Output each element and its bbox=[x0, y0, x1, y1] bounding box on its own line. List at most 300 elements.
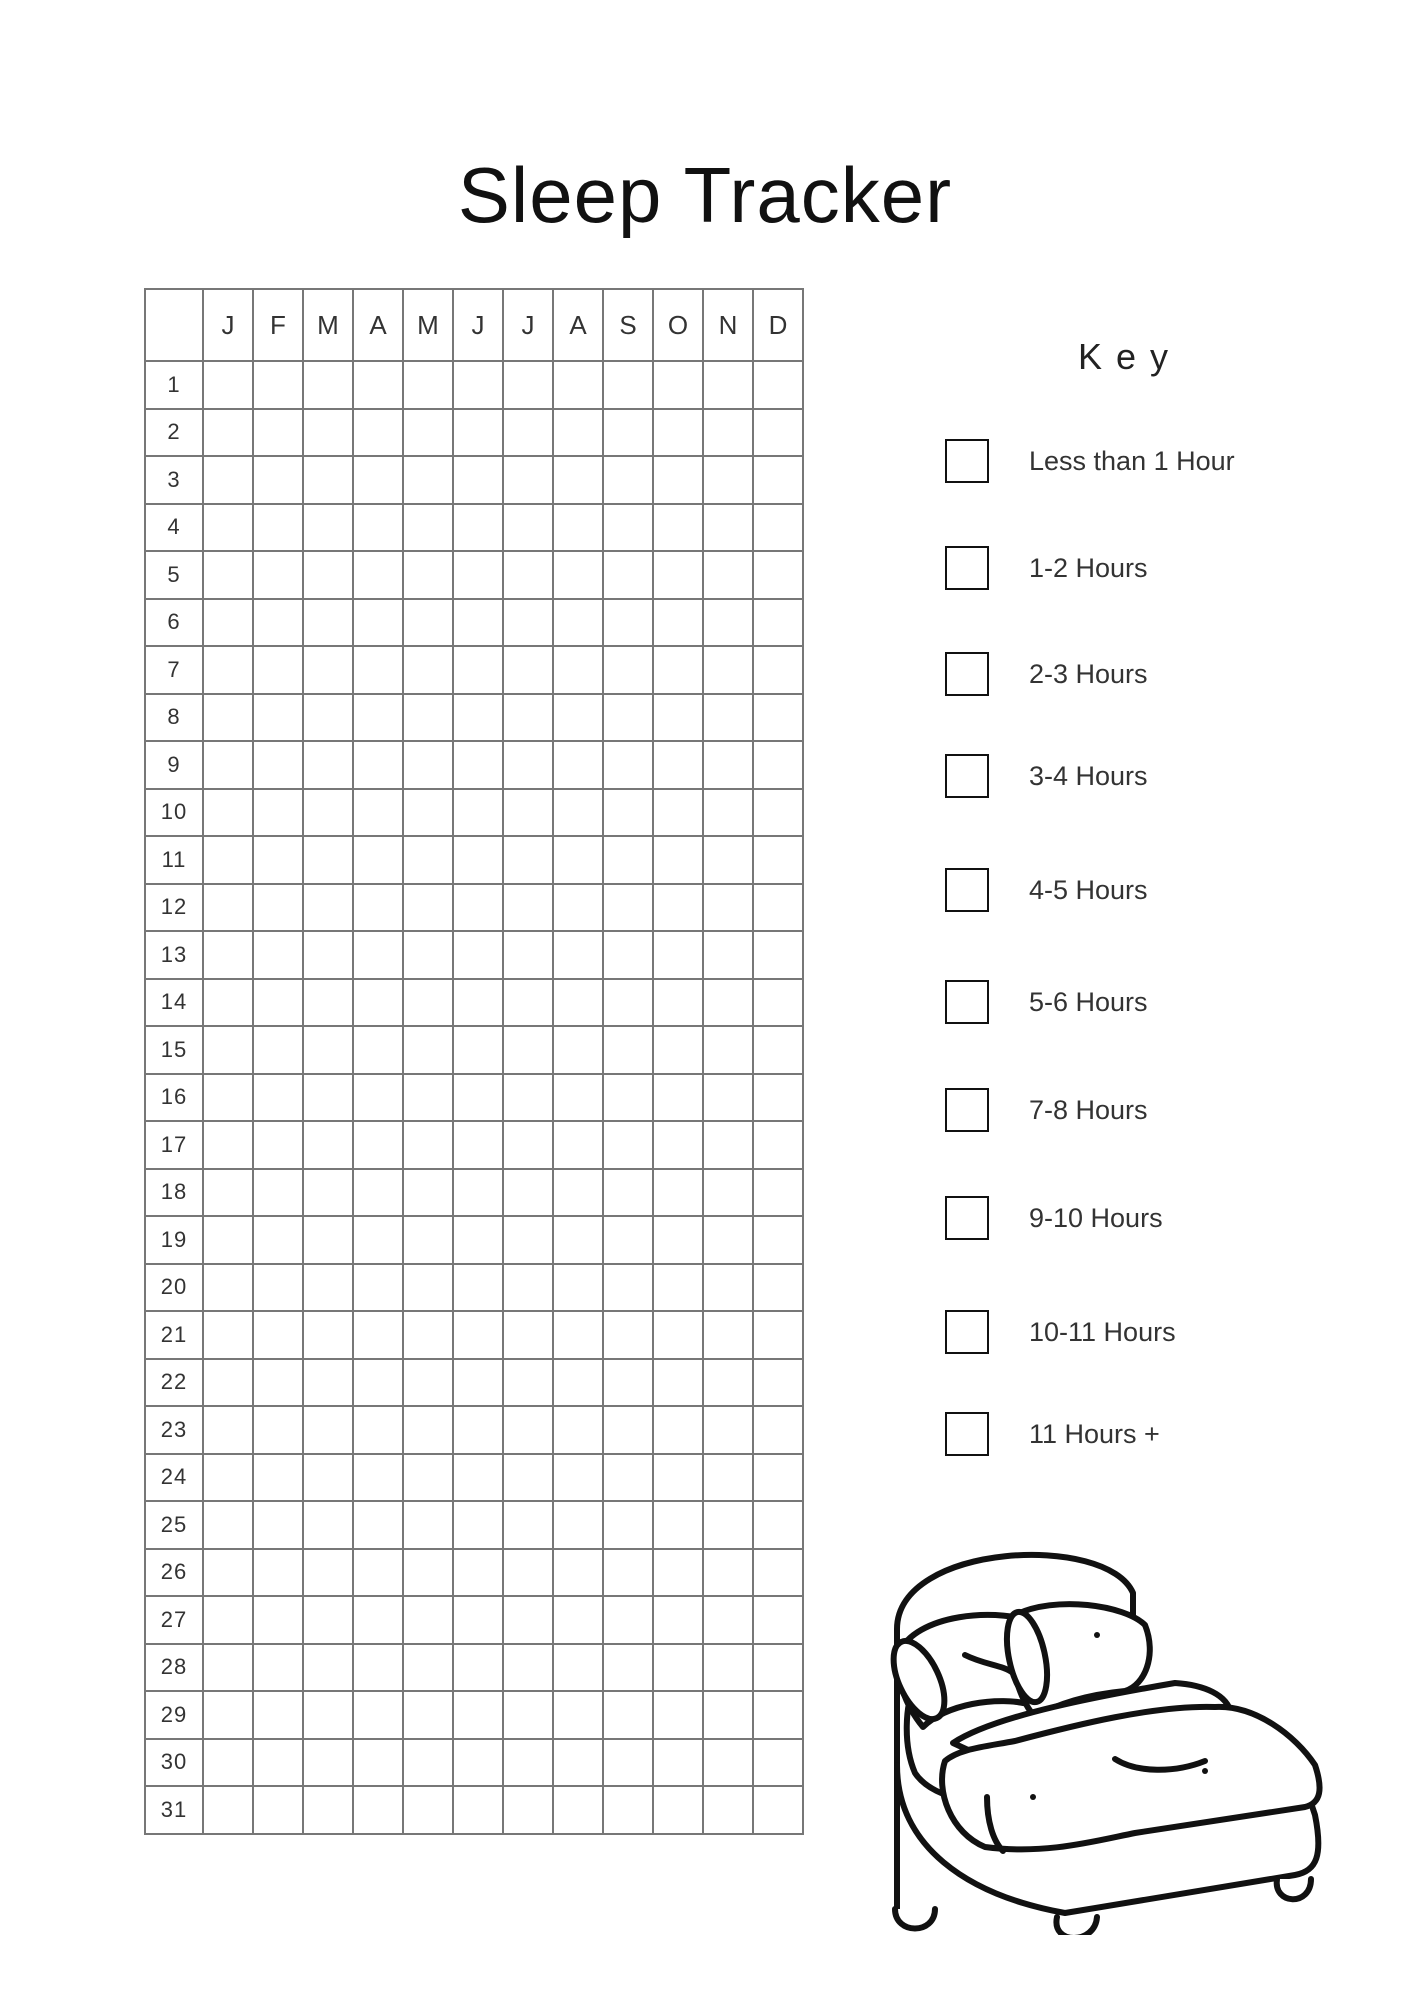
tracker-cell[interactable] bbox=[453, 931, 503, 979]
tracker-cell[interactable] bbox=[353, 1311, 403, 1359]
tracker-cell[interactable] bbox=[253, 1359, 303, 1407]
tracker-cell[interactable] bbox=[253, 884, 303, 932]
tracker-cell[interactable] bbox=[603, 1596, 653, 1644]
tracker-cell[interactable] bbox=[703, 1074, 753, 1122]
tracker-cell[interactable] bbox=[203, 1359, 253, 1407]
tracker-cell[interactable] bbox=[753, 1596, 803, 1644]
tracker-cell[interactable] bbox=[303, 789, 353, 837]
tracker-cell[interactable] bbox=[603, 646, 653, 694]
tracker-cell[interactable] bbox=[503, 1359, 553, 1407]
tracker-cell[interactable] bbox=[253, 551, 303, 599]
tracker-cell[interactable] bbox=[653, 1786, 703, 1834]
tracker-cell[interactable] bbox=[353, 931, 403, 979]
tracker-cell[interactable] bbox=[303, 456, 353, 504]
tracker-cell[interactable] bbox=[253, 1311, 303, 1359]
tracker-cell[interactable] bbox=[553, 1121, 603, 1169]
tracker-cell[interactable] bbox=[453, 1739, 503, 1787]
tracker-cell[interactable] bbox=[653, 1216, 703, 1264]
tracker-cell[interactable] bbox=[753, 1216, 803, 1264]
tracker-cell[interactable] bbox=[353, 694, 403, 742]
tracker-cell[interactable] bbox=[253, 1691, 303, 1739]
tracker-cell[interactable] bbox=[603, 1264, 653, 1312]
tracker-cell[interactable] bbox=[203, 361, 253, 409]
key-swatch[interactable] bbox=[945, 1088, 989, 1132]
tracker-cell[interactable] bbox=[653, 931, 703, 979]
tracker-cell[interactable] bbox=[203, 599, 253, 647]
tracker-cell[interactable] bbox=[453, 361, 503, 409]
tracker-cell[interactable] bbox=[203, 1454, 253, 1502]
tracker-cell[interactable] bbox=[403, 789, 453, 837]
tracker-cell[interactable] bbox=[253, 1786, 303, 1834]
tracker-cell[interactable] bbox=[753, 646, 803, 694]
tracker-cell[interactable] bbox=[703, 836, 753, 884]
tracker-cell[interactable] bbox=[303, 931, 353, 979]
tracker-cell[interactable] bbox=[553, 1311, 603, 1359]
tracker-cell[interactable] bbox=[653, 1264, 703, 1312]
tracker-cell[interactable] bbox=[253, 1026, 303, 1074]
tracker-cell[interactable] bbox=[553, 599, 603, 647]
tracker-cell[interactable] bbox=[303, 1026, 353, 1074]
tracker-cell[interactable] bbox=[253, 694, 303, 742]
tracker-cell[interactable] bbox=[203, 551, 253, 599]
tracker-cell[interactable] bbox=[353, 551, 403, 599]
tracker-cell[interactable] bbox=[753, 1264, 803, 1312]
tracker-cell[interactable] bbox=[253, 1216, 303, 1264]
tracker-cell[interactable] bbox=[403, 931, 453, 979]
tracker-cell[interactable] bbox=[403, 646, 453, 694]
tracker-cell[interactable] bbox=[703, 1406, 753, 1454]
key-swatch[interactable] bbox=[945, 1310, 989, 1354]
tracker-cell[interactable] bbox=[603, 1169, 653, 1217]
tracker-cell[interactable] bbox=[453, 1644, 503, 1692]
key-swatch[interactable] bbox=[945, 1196, 989, 1240]
tracker-cell[interactable] bbox=[703, 694, 753, 742]
tracker-cell[interactable] bbox=[403, 1596, 453, 1644]
tracker-cell[interactable] bbox=[203, 409, 253, 457]
tracker-cell[interactable] bbox=[653, 1311, 703, 1359]
tracker-cell[interactable] bbox=[453, 1026, 503, 1074]
tracker-cell[interactable] bbox=[653, 599, 703, 647]
tracker-cell[interactable] bbox=[403, 1026, 453, 1074]
tracker-cell[interactable] bbox=[553, 1501, 603, 1549]
tracker-cell[interactable] bbox=[453, 979, 503, 1027]
tracker-cell[interactable] bbox=[353, 741, 403, 789]
tracker-cell[interactable] bbox=[203, 1264, 253, 1312]
tracker-cell[interactable] bbox=[403, 1074, 453, 1122]
tracker-cell[interactable] bbox=[253, 1074, 303, 1122]
tracker-cell[interactable] bbox=[753, 694, 803, 742]
tracker-cell[interactable] bbox=[603, 979, 653, 1027]
tracker-cell[interactable] bbox=[503, 1501, 553, 1549]
tracker-cell[interactable] bbox=[303, 1264, 353, 1312]
tracker-cell[interactable] bbox=[353, 409, 403, 457]
tracker-cell[interactable] bbox=[453, 1074, 503, 1122]
tracker-cell[interactable] bbox=[753, 1074, 803, 1122]
tracker-cell[interactable] bbox=[303, 504, 353, 552]
tracker-cell[interactable] bbox=[253, 1454, 303, 1502]
tracker-cell[interactable] bbox=[503, 789, 553, 837]
tracker-cell[interactable] bbox=[403, 456, 453, 504]
tracker-cell[interactable] bbox=[353, 1739, 403, 1787]
tracker-cell[interactable] bbox=[603, 1406, 653, 1454]
tracker-cell[interactable] bbox=[203, 1501, 253, 1549]
tracker-cell[interactable] bbox=[703, 1739, 753, 1787]
tracker-cell[interactable] bbox=[603, 456, 653, 504]
tracker-cell[interactable] bbox=[553, 551, 603, 599]
tracker-cell[interactable] bbox=[453, 1311, 503, 1359]
tracker-cell[interactable] bbox=[203, 646, 253, 694]
tracker-cell[interactable] bbox=[453, 1121, 503, 1169]
tracker-cell[interactable] bbox=[753, 1406, 803, 1454]
tracker-cell[interactable] bbox=[753, 1169, 803, 1217]
tracker-cell[interactable] bbox=[203, 1121, 253, 1169]
tracker-cell[interactable] bbox=[603, 1311, 653, 1359]
tracker-cell[interactable] bbox=[503, 1549, 553, 1597]
tracker-cell[interactable] bbox=[253, 1596, 303, 1644]
tracker-cell[interactable] bbox=[753, 1454, 803, 1502]
tracker-cell[interactable] bbox=[353, 1596, 403, 1644]
tracker-cell[interactable] bbox=[253, 599, 303, 647]
tracker-cell[interactable] bbox=[753, 1691, 803, 1739]
tracker-cell[interactable] bbox=[303, 1739, 353, 1787]
tracker-cell[interactable] bbox=[353, 1264, 403, 1312]
tracker-cell[interactable] bbox=[653, 741, 703, 789]
tracker-cell[interactable] bbox=[303, 361, 353, 409]
key-swatch[interactable] bbox=[945, 546, 989, 590]
tracker-cell[interactable] bbox=[203, 1549, 253, 1597]
tracker-cell[interactable] bbox=[503, 361, 553, 409]
tracker-cell[interactable] bbox=[553, 1074, 603, 1122]
tracker-cell[interactable] bbox=[753, 789, 803, 837]
tracker-cell[interactable] bbox=[653, 1549, 703, 1597]
tracker-cell[interactable] bbox=[453, 789, 503, 837]
tracker-cell[interactable] bbox=[703, 409, 753, 457]
tracker-cell[interactable] bbox=[653, 361, 703, 409]
tracker-cell[interactable] bbox=[403, 741, 453, 789]
tracker-cell[interactable] bbox=[653, 1026, 703, 1074]
tracker-cell[interactable] bbox=[553, 1454, 603, 1502]
tracker-cell[interactable] bbox=[203, 1406, 253, 1454]
tracker-cell[interactable] bbox=[703, 1169, 753, 1217]
tracker-cell[interactable] bbox=[503, 646, 553, 694]
tracker-cell[interactable] bbox=[703, 1549, 753, 1597]
tracker-cell[interactable] bbox=[653, 1169, 703, 1217]
tracker-cell[interactable] bbox=[403, 1644, 453, 1692]
tracker-cell[interactable] bbox=[553, 1026, 603, 1074]
tracker-cell[interactable] bbox=[203, 1739, 253, 1787]
tracker-cell[interactable] bbox=[353, 1359, 403, 1407]
tracker-cell[interactable] bbox=[503, 1454, 553, 1502]
tracker-cell[interactable] bbox=[503, 1026, 553, 1074]
tracker-cell[interactable] bbox=[653, 1074, 703, 1122]
tracker-cell[interactable] bbox=[353, 1786, 403, 1834]
tracker-cell[interactable] bbox=[703, 931, 753, 979]
tracker-cell[interactable] bbox=[703, 1216, 753, 1264]
tracker-cell[interactable] bbox=[203, 1169, 253, 1217]
tracker-cell[interactable] bbox=[503, 741, 553, 789]
tracker-cell[interactable] bbox=[303, 836, 353, 884]
tracker-cell[interactable] bbox=[553, 741, 603, 789]
tracker-cell[interactable] bbox=[253, 1169, 303, 1217]
tracker-cell[interactable] bbox=[353, 1216, 403, 1264]
key-swatch[interactable] bbox=[945, 439, 989, 483]
tracker-cell[interactable] bbox=[653, 979, 703, 1027]
tracker-cell[interactable] bbox=[303, 1311, 353, 1359]
tracker-cell[interactable] bbox=[203, 741, 253, 789]
tracker-cell[interactable] bbox=[703, 1786, 753, 1834]
tracker-cell[interactable] bbox=[653, 694, 703, 742]
tracker-cell[interactable] bbox=[603, 741, 653, 789]
tracker-cell[interactable] bbox=[453, 599, 503, 647]
tracker-cell[interactable] bbox=[753, 551, 803, 599]
tracker-cell[interactable] bbox=[253, 1121, 303, 1169]
tracker-cell[interactable] bbox=[753, 741, 803, 789]
tracker-cell[interactable] bbox=[553, 694, 603, 742]
tracker-cell[interactable] bbox=[703, 884, 753, 932]
tracker-cell[interactable] bbox=[603, 504, 653, 552]
tracker-cell[interactable] bbox=[353, 1501, 403, 1549]
tracker-cell[interactable] bbox=[303, 741, 353, 789]
tracker-cell[interactable] bbox=[303, 884, 353, 932]
tracker-cell[interactable] bbox=[403, 361, 453, 409]
tracker-cell[interactable] bbox=[553, 884, 603, 932]
key-swatch[interactable] bbox=[945, 980, 989, 1024]
tracker-cell[interactable] bbox=[253, 1406, 303, 1454]
tracker-cell[interactable] bbox=[503, 931, 553, 979]
tracker-cell[interactable] bbox=[603, 1074, 653, 1122]
tracker-cell[interactable] bbox=[453, 694, 503, 742]
tracker-cell[interactable] bbox=[203, 884, 253, 932]
tracker-cell[interactable] bbox=[303, 1644, 353, 1692]
tracker-cell[interactable] bbox=[553, 361, 603, 409]
tracker-cell[interactable] bbox=[503, 1739, 553, 1787]
tracker-cell[interactable] bbox=[453, 884, 503, 932]
tracker-cell[interactable] bbox=[453, 646, 503, 694]
tracker-cell[interactable] bbox=[703, 1454, 753, 1502]
tracker-cell[interactable] bbox=[503, 884, 553, 932]
tracker-cell[interactable] bbox=[603, 599, 653, 647]
tracker-cell[interactable] bbox=[503, 979, 553, 1027]
tracker-cell[interactable] bbox=[453, 1596, 503, 1644]
tracker-cell[interactable] bbox=[453, 1264, 503, 1312]
tracker-cell[interactable] bbox=[553, 1644, 603, 1692]
tracker-cell[interactable] bbox=[503, 1596, 553, 1644]
tracker-cell[interactable] bbox=[253, 836, 303, 884]
tracker-cell[interactable] bbox=[603, 551, 653, 599]
tracker-cell[interactable] bbox=[303, 1359, 353, 1407]
tracker-cell[interactable] bbox=[303, 1691, 353, 1739]
tracker-cell[interactable] bbox=[653, 1644, 703, 1692]
tracker-cell[interactable] bbox=[303, 1074, 353, 1122]
tracker-cell[interactable] bbox=[503, 1311, 553, 1359]
tracker-cell[interactable] bbox=[253, 504, 303, 552]
tracker-cell[interactable] bbox=[653, 504, 703, 552]
tracker-cell[interactable] bbox=[203, 1216, 253, 1264]
tracker-cell[interactable] bbox=[553, 504, 603, 552]
tracker-cell[interactable] bbox=[603, 1739, 653, 1787]
tracker-cell[interactable] bbox=[603, 1216, 653, 1264]
tracker-cell[interactable] bbox=[703, 1644, 753, 1692]
tracker-cell[interactable] bbox=[303, 694, 353, 742]
tracker-cell[interactable] bbox=[653, 646, 703, 694]
tracker-cell[interactable] bbox=[553, 1739, 603, 1787]
tracker-cell[interactable] bbox=[703, 741, 753, 789]
tracker-cell[interactable] bbox=[453, 836, 503, 884]
tracker-cell[interactable] bbox=[753, 884, 803, 932]
tracker-cell[interactable] bbox=[253, 741, 303, 789]
tracker-cell[interactable] bbox=[703, 1691, 753, 1739]
tracker-cell[interactable] bbox=[653, 1359, 703, 1407]
tracker-cell[interactable] bbox=[553, 1359, 603, 1407]
tracker-cell[interactable] bbox=[353, 1026, 403, 1074]
tracker-cell[interactable] bbox=[753, 409, 803, 457]
tracker-cell[interactable] bbox=[703, 361, 753, 409]
tracker-cell[interactable] bbox=[753, 504, 803, 552]
tracker-cell[interactable] bbox=[203, 979, 253, 1027]
tracker-cell[interactable] bbox=[453, 1216, 503, 1264]
tracker-cell[interactable] bbox=[503, 456, 553, 504]
tracker-cell[interactable] bbox=[553, 789, 603, 837]
tracker-cell[interactable] bbox=[353, 1691, 403, 1739]
tracker-cell[interactable] bbox=[603, 836, 653, 884]
tracker-cell[interactable] bbox=[703, 789, 753, 837]
tracker-cell[interactable] bbox=[753, 1026, 803, 1074]
tracker-cell[interactable] bbox=[453, 1501, 503, 1549]
tracker-cell[interactable] bbox=[753, 931, 803, 979]
tracker-cell[interactable] bbox=[703, 1311, 753, 1359]
tracker-cell[interactable] bbox=[253, 979, 303, 1027]
tracker-cell[interactable] bbox=[553, 979, 603, 1027]
tracker-cell[interactable] bbox=[353, 1644, 403, 1692]
tracker-cell[interactable] bbox=[503, 599, 553, 647]
tracker-cell[interactable] bbox=[203, 1691, 253, 1739]
tracker-cell[interactable] bbox=[653, 456, 703, 504]
tracker-cell[interactable] bbox=[603, 1026, 653, 1074]
tracker-cell[interactable] bbox=[403, 979, 453, 1027]
tracker-cell[interactable] bbox=[453, 1169, 503, 1217]
tracker-cell[interactable] bbox=[503, 551, 553, 599]
tracker-cell[interactable] bbox=[753, 1786, 803, 1834]
tracker-cell[interactable] bbox=[653, 551, 703, 599]
tracker-cell[interactable] bbox=[253, 1264, 303, 1312]
tracker-cell[interactable] bbox=[353, 456, 403, 504]
tracker-cell[interactable] bbox=[303, 1121, 353, 1169]
tracker-cell[interactable] bbox=[353, 361, 403, 409]
tracker-cell[interactable] bbox=[703, 1264, 753, 1312]
tracker-cell[interactable] bbox=[703, 551, 753, 599]
tracker-cell[interactable] bbox=[353, 1406, 403, 1454]
tracker-cell[interactable] bbox=[753, 599, 803, 647]
tracker-cell[interactable] bbox=[553, 1406, 603, 1454]
tracker-cell[interactable] bbox=[403, 1169, 453, 1217]
tracker-cell[interactable] bbox=[603, 1501, 653, 1549]
tracker-cell[interactable] bbox=[353, 599, 403, 647]
tracker-cell[interactable] bbox=[553, 1216, 603, 1264]
tracker-cell[interactable] bbox=[253, 646, 303, 694]
tracker-cell[interactable] bbox=[553, 836, 603, 884]
tracker-cell[interactable] bbox=[253, 1644, 303, 1692]
tracker-cell[interactable] bbox=[753, 1739, 803, 1787]
tracker-cell[interactable] bbox=[303, 409, 353, 457]
tracker-cell[interactable] bbox=[603, 884, 653, 932]
tracker-cell[interactable] bbox=[603, 1121, 653, 1169]
tracker-cell[interactable] bbox=[503, 409, 553, 457]
tracker-cell[interactable] bbox=[403, 1501, 453, 1549]
tracker-cell[interactable] bbox=[703, 1359, 753, 1407]
tracker-cell[interactable] bbox=[753, 1311, 803, 1359]
tracker-cell[interactable] bbox=[403, 504, 453, 552]
tracker-cell[interactable] bbox=[203, 504, 253, 552]
tracker-cell[interactable] bbox=[403, 1691, 453, 1739]
tracker-cell[interactable] bbox=[303, 1454, 353, 1502]
tracker-cell[interactable] bbox=[403, 1406, 453, 1454]
tracker-cell[interactable] bbox=[353, 504, 403, 552]
tracker-cell[interactable] bbox=[603, 1691, 653, 1739]
tracker-cell[interactable] bbox=[253, 789, 303, 837]
tracker-cell[interactable] bbox=[553, 1691, 603, 1739]
tracker-cell[interactable] bbox=[603, 1549, 653, 1597]
tracker-cell[interactable] bbox=[303, 551, 353, 599]
tracker-cell[interactable] bbox=[603, 409, 653, 457]
tracker-cell[interactable] bbox=[353, 884, 403, 932]
tracker-cell[interactable] bbox=[603, 789, 653, 837]
tracker-cell[interactable] bbox=[253, 931, 303, 979]
tracker-cell[interactable] bbox=[453, 551, 503, 599]
tracker-cell[interactable] bbox=[303, 979, 353, 1027]
tracker-cell[interactable] bbox=[553, 456, 603, 504]
tracker-cell[interactable] bbox=[253, 1739, 303, 1787]
tracker-cell[interactable] bbox=[303, 1216, 353, 1264]
tracker-cell[interactable] bbox=[603, 694, 653, 742]
tracker-cell[interactable] bbox=[653, 1454, 703, 1502]
tracker-cell[interactable] bbox=[403, 1454, 453, 1502]
tracker-cell[interactable] bbox=[503, 836, 553, 884]
tracker-cell[interactable] bbox=[553, 1549, 603, 1597]
tracker-cell[interactable] bbox=[753, 1121, 803, 1169]
tracker-cell[interactable] bbox=[403, 409, 453, 457]
tracker-cell[interactable] bbox=[303, 1549, 353, 1597]
tracker-cell[interactable] bbox=[603, 1454, 653, 1502]
tracker-cell[interactable] bbox=[503, 1216, 553, 1264]
tracker-cell[interactable] bbox=[353, 979, 403, 1027]
tracker-cell[interactable] bbox=[453, 1549, 503, 1597]
tracker-cell[interactable] bbox=[203, 1074, 253, 1122]
tracker-cell[interactable] bbox=[553, 1169, 603, 1217]
tracker-cell[interactable] bbox=[503, 1169, 553, 1217]
tracker-cell[interactable] bbox=[603, 931, 653, 979]
tracker-cell[interactable] bbox=[453, 1359, 503, 1407]
tracker-cell[interactable] bbox=[403, 599, 453, 647]
tracker-cell[interactable] bbox=[353, 1169, 403, 1217]
tracker-cell[interactable] bbox=[453, 409, 503, 457]
tracker-cell[interactable] bbox=[453, 456, 503, 504]
tracker-cell[interactable] bbox=[503, 1121, 553, 1169]
tracker-cell[interactable] bbox=[703, 1026, 753, 1074]
tracker-cell[interactable] bbox=[203, 1311, 253, 1359]
tracker-cell[interactable] bbox=[353, 1454, 403, 1502]
tracker-cell[interactable] bbox=[503, 1074, 553, 1122]
tracker-cell[interactable] bbox=[703, 1501, 753, 1549]
tracker-cell[interactable] bbox=[253, 456, 303, 504]
tracker-cell[interactable] bbox=[203, 836, 253, 884]
tracker-cell[interactable] bbox=[753, 361, 803, 409]
tracker-cell[interactable] bbox=[403, 1121, 453, 1169]
tracker-cell[interactable] bbox=[703, 1596, 753, 1644]
tracker-cell[interactable] bbox=[303, 646, 353, 694]
tracker-cell[interactable] bbox=[203, 931, 253, 979]
tracker-cell[interactable] bbox=[653, 789, 703, 837]
tracker-cell[interactable] bbox=[753, 979, 803, 1027]
